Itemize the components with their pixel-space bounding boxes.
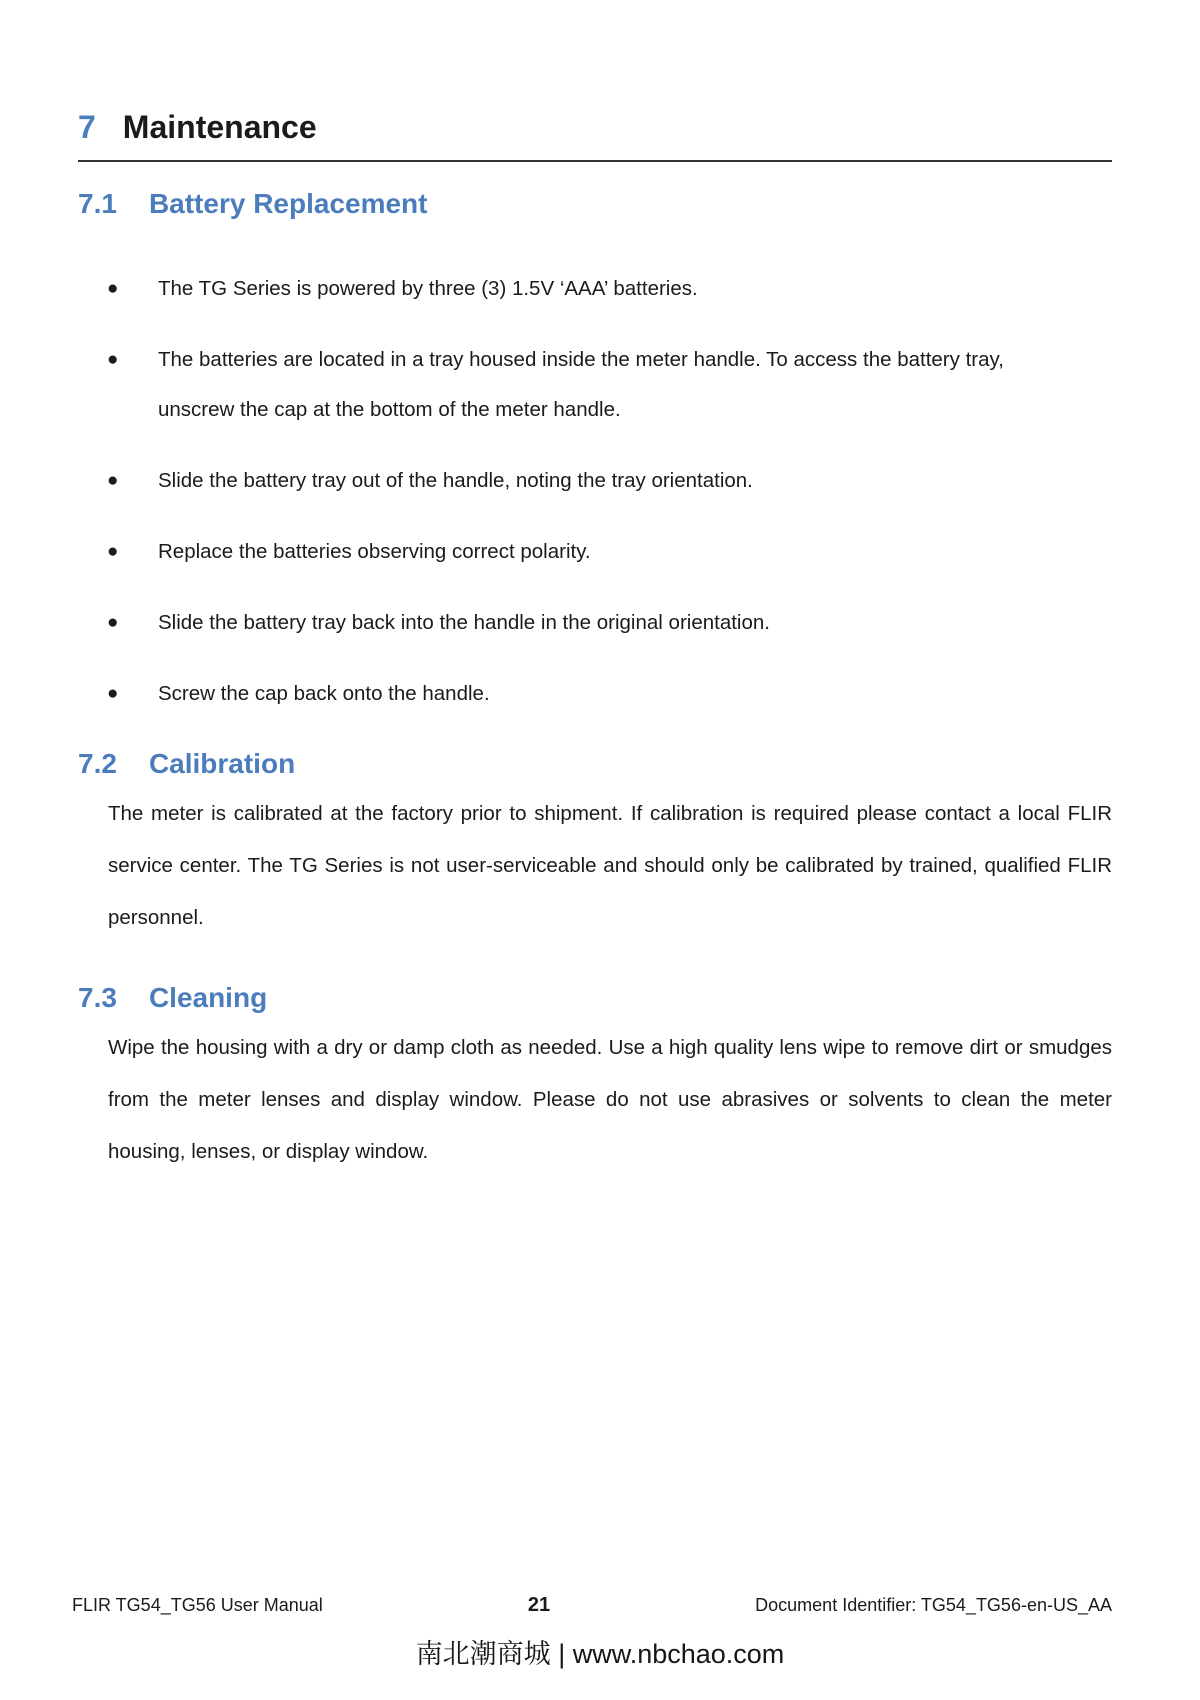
section-heading-calibration bbox=[78, 747, 1112, 781]
bullet-text: Screw the cap back onto the handle. bbox=[158, 682, 490, 705]
list-item bbox=[78, 335, 1112, 435]
bullet-text: The batteries are located in a tray housed inside the meter handle. To access the battery tray, unscrew the cap at the bottom of the meter handle. bbox=[158, 348, 1004, 421]
section-title: Battery Replacement bbox=[148, 188, 428, 219]
section-heading-battery-replacement bbox=[78, 187, 1112, 221]
section-battery-replacement bbox=[78, 187, 1112, 719]
section-number: 7.3 bbox=[78, 982, 117, 1013]
list-item bbox=[78, 264, 1112, 314]
section-number: 7.2 bbox=[78, 748, 117, 779]
section-number: 7.1 bbox=[78, 188, 117, 219]
list-item bbox=[78, 527, 1112, 577]
bullet-text: Slide the battery tray back into the handle in the original orientation. bbox=[158, 611, 770, 634]
cleaning-paragraph: Wipe the housing with a dry or damp cloth as needed. Use a high quality lens wipe to remove dirt or smudges from the meter lenses and display window. Please do not use abrasives or solvents to clean the meter housing, lenses, or display window. bbox=[108, 1036, 1112, 1163]
bullet-icon: ● bbox=[107, 612, 119, 633]
list-item bbox=[78, 456, 1112, 506]
watermark-text: 南北潮商城 | www.nbchao.com bbox=[415, 1639, 785, 1669]
footer-manual-title: FLIR TG54_TG56 User Manual bbox=[72, 1595, 323, 1615]
list-item bbox=[78, 669, 1112, 719]
bullet-icon: ● bbox=[107, 470, 119, 491]
chapter-heading bbox=[78, 108, 1112, 162]
bullet-icon: ● bbox=[107, 278, 119, 299]
bullet-text: The TG Series is powered by three (3) 1.5V ‘AAA’ batteries. bbox=[158, 277, 698, 300]
battery-replacement-bullet-list bbox=[78, 264, 1112, 719]
bullet-text: Replace the batteries observing correct polarity. bbox=[158, 540, 591, 563]
chapter-title: Maintenance bbox=[122, 109, 317, 145]
bullet-text: Slide the battery tray out of the handle, noting the tray orientation. bbox=[158, 469, 753, 492]
bullet-icon: ● bbox=[107, 541, 119, 562]
footer-document-identifier: Document Identifier: TG54_TG56-en-US_AA bbox=[755, 1595, 1112, 1615]
chapter-number: 7 bbox=[78, 109, 96, 145]
section-title: Calibration bbox=[148, 748, 296, 779]
section-heading-cleaning bbox=[78, 981, 1112, 1015]
list-item bbox=[78, 598, 1112, 648]
calibration-paragraph: The meter is calibrated at the factory prior to shipment. If calibration is required please contact a local FLIR service center. The TG Series is not user-serviceable and should only be calibrated by trained, qualified FLIR personnel. bbox=[108, 802, 1112, 929]
page-footer bbox=[72, 1594, 1112, 1617]
section-title: Cleaning bbox=[148, 982, 268, 1013]
section-calibration bbox=[78, 747, 1112, 944]
bullet-icon: ● bbox=[107, 349, 119, 370]
bullet-icon: ● bbox=[107, 683, 119, 704]
page-number: 21 bbox=[527, 1594, 551, 1616]
section-cleaning bbox=[78, 981, 1112, 1178]
